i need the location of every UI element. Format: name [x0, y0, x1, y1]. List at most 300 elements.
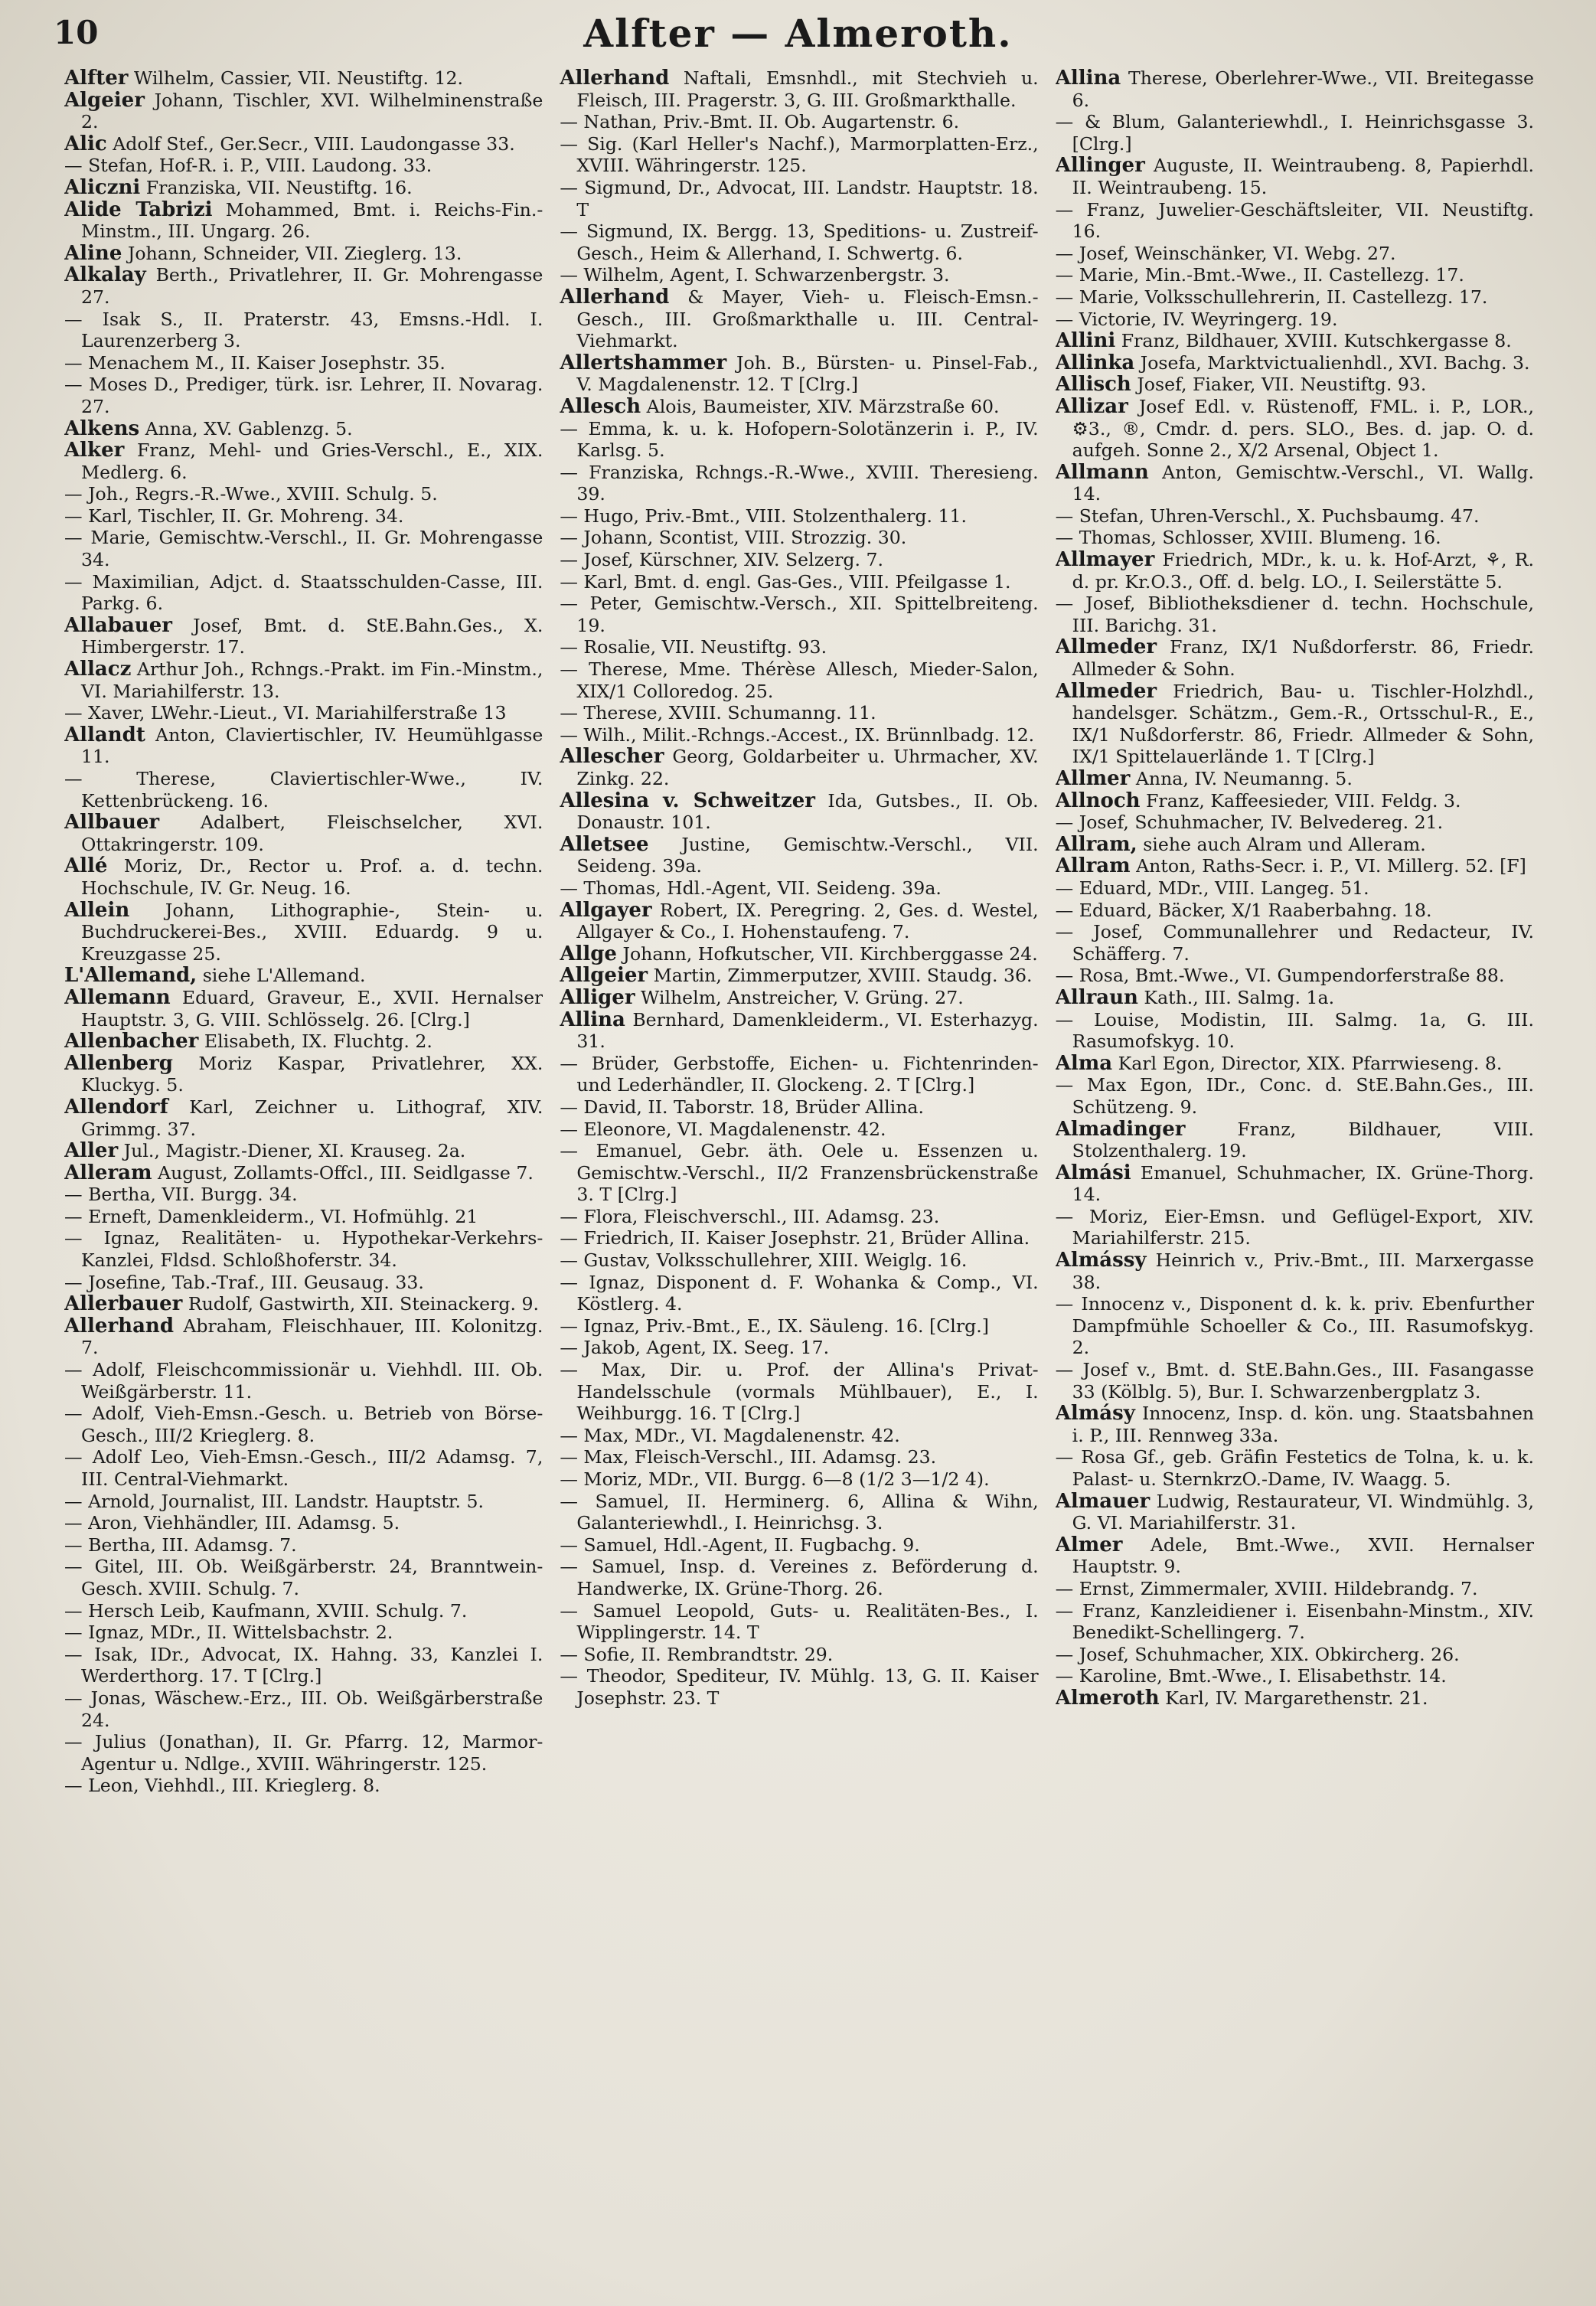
- entry-text: — Bertha, III. Adamsg. 7.: [64, 1534, 297, 1556]
- entry-text: — Emma, k. u. k. Hofopern-Solotänzerin i. P., IV. Karlsg. 5.: [560, 417, 1039, 462]
- entry-text: — Max, Fleisch-Verschl., III. Adamsg. 23.: [560, 1446, 937, 1468]
- entry-text: Georg, Goldarbeiter u. Uhrmacher, XV. Zinkg. 22.: [576, 746, 1039, 789]
- entry-text: Eduard, Graveur, E., XVII. Hernalser Hauptstr. 3, G. VIII. Schlösselg. 26. [Clrg.]: [81, 986, 543, 1031]
- entry-surname: Allmer: [1055, 767, 1131, 790]
- entry-text: — Brüder, Gerbstoffe, Eichen- u. Fichtenrinden- und Lederhändler, II. Glockeng. 2. T [Clrg.]: [560, 1052, 1039, 1096]
- directory-entry: [64, 1622, 543, 1644]
- directory-entry: [64, 1491, 543, 1513]
- directory-entry: [1056, 1009, 1534, 1053]
- directory-entry: [64, 1053, 543, 1096]
- entry-text: Arthur Joh., Rchngs.-Prakt. im Fin.-Minstm., VI. Mariahilferstr. 13.: [81, 658, 543, 702]
- entry-text: Johann, Lithographie-, Stein- u. Buchdruckerei-Bes., XVIII. Eduardg. 9 u. Kreuzgasse 25.: [81, 899, 543, 965]
- entry-surname: Allram,: [1055, 832, 1137, 856]
- directory-entry: [1056, 462, 1534, 505]
- entry-text: — Ignaz, Realitäten- u. Hypothekar-Verkehrs-Kanzlei, Fldsd. Schloßhoferstr. 34.: [64, 1227, 543, 1272]
- directory-entry: [1056, 1687, 1534, 1710]
- directory-entry: [1056, 67, 1534, 111]
- directory-entry: [560, 67, 1038, 111]
- entry-surname: Alide Tabrizi: [64, 198, 213, 221]
- entry-surname: Allini: [1055, 329, 1116, 353]
- directory-entry: [560, 1315, 1038, 1338]
- entry-text: Anna, IV. Neumanng. 5.: [1130, 768, 1353, 789]
- entry-surname: Alliger: [560, 985, 635, 1009]
- entry-surname: Allenberg: [64, 1051, 173, 1075]
- directory-entry: [64, 1446, 543, 1490]
- entry-text: — Josef v., Bmt. d. StE.Bahn.Ges., III. Fasangasse 33 (Kölblg. 5), Bur. I. Schwarzenbergplatz 3.: [1055, 1359, 1534, 1403]
- directory-entry: [560, 658, 1038, 702]
- entry-text: Wilhelm, Anstreicher, V. Grüng. 27.: [635, 986, 964, 1008]
- entry-text: Justine, Gemischtw.-Verschl., VII. Seideng. 39a.: [576, 833, 1039, 877]
- directory-entry: [64, 615, 543, 658]
- entry-text: — Flora, Fleischverschl., III. Adamsg. 23.: [560, 1205, 940, 1227]
- entry-text: Adolf Stef., Ger.Secr., VIII. Laudongasse 33.: [106, 132, 515, 155]
- entry-text: Friedrich, MDr., k. u. k. Hof-Arzt, ⚘, R. d. pr. Kr.O.3., Off. d. belg. LO., I. Seilerstätte 5.: [1072, 549, 1534, 593]
- directory-entry: [1056, 1293, 1534, 1359]
- entry-text: Mohammed, Bmt. i. Reichs-Fin.-Minstm., III. Ungarg. 26.: [81, 198, 543, 243]
- entry-surname: Allinka: [1055, 351, 1135, 374]
- directory-entry: [1056, 243, 1534, 265]
- entry-surname: Almer: [1055, 1533, 1123, 1556]
- entry-text: — Karoline, Bmt.-Wwe., I. Elisabethstr. 14.: [1055, 1665, 1447, 1687]
- entry-text: — Therese, Mme. Thérèse Allesch, Mieder-Salon, XIX/1 Colloredog. 25.: [560, 658, 1039, 702]
- entry-text: — Innocenz v., Disponent d. k. k. priv. Ebenfurther Dampfmühle Schoeller & Co., III. Rasumofskyg. 2.: [1055, 1293, 1534, 1359]
- entry-text: — Karl, Tischler, II. Gr. Mohreng. 34.: [64, 505, 404, 527]
- entry-text: — Ignaz, Priv.-Bmt., E., IX. Säuleng. 16. [Clrg.]: [560, 1315, 989, 1337]
- column-2: [560, 67, 1038, 2288]
- directory-entry: [64, 1293, 543, 1315]
- entry-text: — Moriz, MDr., VII. Burgg. 6—8 (1/2 3—1/2 4).: [560, 1468, 990, 1490]
- entry-surname: Allizar: [1055, 394, 1128, 418]
- entry-text: — Louise, Modistin, III. Salmg. 1a, G. III. Rasumofskyg. 10.: [1055, 1008, 1534, 1053]
- entry-text: Anna, XV. Gablenzg. 5.: [139, 417, 353, 439]
- directory-entry: [64, 133, 543, 155]
- directory-entry: [64, 724, 543, 768]
- entry-text: Wilhelm, Cassier, VII. Neustiftg. 12.: [128, 67, 463, 89]
- directory-entry: [560, 1272, 1038, 1315]
- entry-text: — Isak S., II. Praterstr. 43, Emsns.-Hdl. I. Laurenzerberg 3.: [64, 308, 543, 352]
- entry-surname: Almásy: [1055, 1402, 1135, 1426]
- entry-surname: Allandt: [64, 723, 145, 746]
- entry-text: Innocenz, Insp. d. kön. ung. Staatsbahnen i. P., III. Rennweg 33a.: [1072, 1403, 1534, 1446]
- directory-entry: [64, 1162, 543, 1184]
- directory-entry: [1056, 1600, 1534, 1644]
- directory-entry: [64, 900, 543, 965]
- directory-entry: [560, 1009, 1038, 1053]
- directory-entry: [64, 90, 543, 133]
- entry-text: — Josef, Bibliotheksdiener d. techn. Hochschule, III. Barichg. 31.: [1055, 593, 1534, 636]
- directory-entry: [1056, 834, 1534, 856]
- entry-text: Karl, IV. Margarethenstr. 21.: [1159, 1687, 1428, 1709]
- directory-entry: [64, 1096, 543, 1140]
- entry-text: — Marie, Min.-Bmt.-Wwe., II. Castellezg. 17.: [1055, 264, 1464, 286]
- directory-entry: [64, 1031, 543, 1053]
- entry-text: Jul., Magistr.-Diener, XI. Krauseg. 2a.: [118, 1140, 466, 1162]
- directory-entry: [560, 396, 1038, 418]
- directory-entry: [560, 1249, 1038, 1272]
- directory-entry: [64, 1227, 543, 1271]
- entry-surname: Allerhand: [560, 67, 670, 90]
- entry-text: — Aron, Viehhändler, III. Adamsg. 5.: [64, 1512, 400, 1534]
- directory-entry: [560, 1665, 1038, 1709]
- entry-columns: [64, 67, 1534, 2288]
- directory-entry: [560, 177, 1038, 220]
- entry-surname: Allina: [560, 1008, 625, 1031]
- directory-entry: [1056, 374, 1534, 396]
- entry-surname: Allabauer: [64, 613, 172, 637]
- entry-text: Josefa, Marktvictualienhdl., XVI. Bachg. 3.: [1134, 351, 1530, 374]
- entry-text: — Joh., Regrs.-R.-Wwe., XVIII. Schulg. 5.: [64, 483, 438, 505]
- entry-text: — Rosa Gf., geb. Gräfin Festetics de Tolna, k. u. k. Palast- u. SternkrzO.-Dame, IV. Waagg. 5.: [1055, 1446, 1534, 1490]
- directory-entry: [1056, 987, 1534, 1009]
- entry-text: — Johann, Scontist, VIII. Strozzig. 30.: [560, 527, 907, 549]
- entry-text: — Gitel, III. Ob. Weißgärberstr. 24, Branntwein-Gesch. XVIII. Schulg. 7.: [64, 1556, 543, 1599]
- entry-text: Josef Edl. v. Rüstenoff, FML. i. P., LOR., ⚙3., ®, Cmdr. d. pers. SLO., Bes. d. jap. O. d. aufgeh. Sonne 2., X/2 Arsenal, Object 1.: [1072, 395, 1534, 462]
- entry-text: — Arnold, Journalist, III. Landstr. Hauptstr. 5.: [64, 1490, 485, 1512]
- entry-surname: Algeier: [64, 88, 145, 112]
- entry-surname: Allge: [560, 942, 617, 965]
- directory-entry: [1056, 1446, 1534, 1490]
- entry-text: Alois, Baumeister, XIV. Märzstraße 60.: [641, 395, 1000, 417]
- entry-text: & Mayer, Vieh- u. Fleisch-Emsn.-Gesch., III. Großmarkthalle u. III. Central-Viehmarkt.: [576, 286, 1039, 352]
- directory-entry: [1056, 352, 1534, 374]
- entry-surname: Allacz: [64, 658, 132, 681]
- entry-text: — Xaver, LWehr.-Lieut., VI. Mariahilferstraße 13: [64, 702, 507, 724]
- directory-entry: [64, 1315, 543, 1359]
- entry-text: — Marie, Gemischtw.-Verschl., II. Gr. Mohrengasse 34.: [64, 527, 543, 571]
- directory-entry: [1056, 549, 1534, 593]
- directory-entry: [1056, 636, 1534, 680]
- directory-entry: [1056, 855, 1534, 877]
- entry-text: — Wilh., Milit.-Rchngs.-Accest., IX. Brünnlbadg. 12.: [560, 723, 1035, 746]
- directory-entry: [64, 1687, 543, 1731]
- directory-entry: [1056, 877, 1534, 900]
- directory-entry: [560, 1337, 1038, 1359]
- entry-text: — Max, Dir. u. Prof. der Allina's Privat-Handelsschule (vormals Mühlbauer), E., I. Weihburgg. 16. T [Clrg.]: [560, 1359, 1039, 1425]
- entry-text: Adalbert, Fleischselcher, XVI. Ottakringerstr. 109.: [81, 812, 543, 855]
- directory-entry: [1056, 505, 1534, 528]
- directory-entry: [64, 67, 543, 90]
- entry-text: — Eduard, Bäcker, X/1 Raaberbahng. 18.: [1055, 899, 1432, 921]
- directory-entry: [1056, 1534, 1534, 1578]
- entry-surname: Alfter: [64, 67, 129, 90]
- directory-entry: [1056, 1403, 1534, 1446]
- directory-entry: [560, 965, 1038, 987]
- entry-surname: Aline: [64, 241, 122, 265]
- directory-entry: [64, 1556, 543, 1599]
- entry-text: — Sigmund, IX. Bergg. 13, Speditions- u. Zustreif-Gesch., Heim & Allerhand, I. Schwertg. 6.: [560, 220, 1039, 264]
- directory-entry: [64, 309, 543, 352]
- entry-text: Josef, Bmt. d. StE.Bahn.Ges., X. Himbergerstr. 17.: [81, 614, 543, 658]
- directory-entry: [560, 724, 1038, 746]
- entry-text: — Friedrich, II. Kaiser Josephstr. 21, Brüder Allina.: [560, 1227, 1030, 1249]
- entry-text: — Nathan, Priv.-Bmt. II. Ob. Augartenstr. 6.: [560, 111, 960, 133]
- entry-text: — Ignaz, Disponent d. F. Wohanka & Comp., VI. Köstlerg. 4.: [560, 1271, 1039, 1315]
- entry-surname: Allmann: [1055, 460, 1149, 484]
- directory-entry: [560, 220, 1038, 264]
- directory-entry: [1056, 264, 1534, 286]
- directory-entry: [560, 790, 1038, 834]
- entry-text: Berth., Privatlehrer, II. Gr. Mohrengasse 27.: [81, 264, 543, 308]
- directory-entry: [560, 943, 1038, 965]
- entry-text: — David, II. Taborstr. 18, Brüder Allina.: [560, 1096, 924, 1118]
- directory-entry: [560, 1096, 1038, 1119]
- entry-text: Ida, Gutsbes., II. Ob. Donaustr. 101.: [576, 789, 1039, 834]
- directory-entry: [1056, 527, 1534, 549]
- entry-surname: Allmeder: [1055, 679, 1157, 703]
- entry-text: — Isak, IDr., Advocat, IX. Hahng. 33, Kanzlei I. Werderthorg. 17. T [Clrg.]: [64, 1643, 543, 1687]
- directory-entry: [560, 1359, 1038, 1425]
- directory-entry: [64, 1534, 543, 1556]
- entry-text: — Eleonore, VI. Magdalenenstr. 42.: [560, 1118, 886, 1140]
- directory-entry: [64, 1359, 543, 1403]
- entry-text: Karl Egon, Director, XIX. Pfarrwieseng. 8.: [1112, 1052, 1503, 1074]
- column-1: [64, 67, 543, 2288]
- directory-entry: [64, 177, 543, 199]
- entry-text: — Josef, Communallehrer und Redacteur, IV. Schäfferg. 7.: [1055, 921, 1534, 965]
- entry-text: — Franz, Juwelier-Geschäftsleiter, VII. Neustiftg. 16.: [1055, 198, 1534, 243]
- entry-text: — Franziska, Rchngs.-R.-Wwe., XVIII. Theresieng. 39.: [560, 461, 1039, 505]
- entry-surname: Alic: [64, 132, 107, 155]
- directory-entry: [1056, 812, 1534, 834]
- directory-entry: [64, 1403, 543, 1446]
- entry-surname: Almási: [1055, 1161, 1131, 1184]
- entry-text: — Franz, Kanzleidiener i. Eisenbahn-Minstm., XIV. Benedikt-Schellingerg. 7.: [1055, 1599, 1534, 1644]
- entry-surname: Aller: [64, 1139, 119, 1163]
- directory-entry: [560, 1468, 1038, 1491]
- entry-text: — Stefan, Hof-R. i. P., VIII. Laudong. 33.: [64, 155, 432, 177]
- directory-entry: [64, 1512, 543, 1534]
- entry-text: Bernhard, Damenkleiderm., VI. Esterhazyg. 31.: [576, 1008, 1039, 1053]
- entry-surname: L'Allemand,: [64, 964, 197, 988]
- entry-text: — Thomas, Schlosser, XVIII. Blumeng. 16.: [1055, 527, 1441, 549]
- directory-entry: [64, 505, 543, 528]
- directory-entry: [64, 1731, 543, 1775]
- entry-text: — Jakob, Agent, IX. Seeg. 17.: [560, 1337, 830, 1359]
- column-3: [1056, 67, 1534, 2288]
- entry-surname: Allgeier: [560, 964, 648, 988]
- directory-entry: [64, 439, 543, 483]
- entry-text: — Rosa, Bmt.-Wwe., VI. Gumpendorferstraße 88.: [1055, 965, 1505, 987]
- entry-surname: Almeroth: [1055, 1686, 1160, 1710]
- entry-text: — Erneft, Damenkleiderm., VI. Hofmühlg. 21: [64, 1205, 478, 1227]
- directory-entry: [560, 1556, 1038, 1599]
- directory-entry: [1056, 199, 1534, 243]
- entry-surname: Allertshammer: [560, 351, 727, 374]
- entry-text: — Emanuel, Gebr. äth. Oele u. Essenzen u. Gemischtw.-Verschl., II/2 Franzensbrückenstraße 3. T [Clrg.]: [560, 1140, 1039, 1206]
- directory-entry: [1056, 1053, 1534, 1075]
- directory-entry: [64, 374, 543, 417]
- entry-surname: Allesina v. Schweitzer: [560, 789, 815, 812]
- entry-text: — Menachem M., II. Kaiser Josephstr. 35.: [64, 351, 446, 374]
- entry-text: — Ernst, Zimmermaler, XVIII. Hildebrandg. 7.: [1055, 1577, 1478, 1599]
- directory-entry: [1056, 309, 1534, 331]
- directory-entry: [560, 1425, 1038, 1447]
- entry-surname: Allinger: [1055, 154, 1145, 178]
- entry-surname: Allé: [64, 854, 108, 878]
- entry-text: Anton, Raths-Secr. i. P., VI. Millerg. 52. [F]: [1130, 855, 1526, 877]
- entry-text: Emanuel, Schuhmacher, IX. Grüne-Thorg. 14.: [1072, 1161, 1534, 1206]
- directory-entry: [560, 1446, 1038, 1468]
- entry-text: — Adolf Leo, Vieh-Emsn.-Gesch., III/2 Adamsg. 7, III. Central-Viehmarkt.: [64, 1446, 543, 1490]
- entry-surname: Allmayer: [1055, 548, 1155, 572]
- directory-entry: [560, 111, 1038, 133]
- entry-text: — Bertha, VII. Burgg. 34.: [64, 1184, 298, 1206]
- directory-entry: [560, 593, 1038, 636]
- entry-surname: Alkens: [64, 416, 140, 440]
- directory-entry: [64, 702, 543, 724]
- directory-entry: [560, 987, 1038, 1009]
- directory-entry: [1056, 396, 1534, 462]
- entry-text: — Jonas, Wäschew.-Erz., III. Ob. Weißgärberstraße 24.: [64, 1687, 543, 1731]
- entry-text: Franz, Bildhauer, XVIII. Kutschkergasse 8.: [1115, 330, 1512, 352]
- entry-text: Franz, IX/1 Nußdorferstr. 86, Friedr. Allmeder & Sohn.: [1072, 636, 1534, 681]
- entry-surname: Allescher: [560, 745, 664, 769]
- directory-entry: [1056, 111, 1534, 155]
- entry-surname: Allraun: [1055, 985, 1138, 1009]
- entry-text: — Eduard, MDr., VIII. Langeg. 51.: [1055, 877, 1369, 899]
- directory-entry: [64, 1644, 543, 1687]
- entry-text: — Peter, Gemischtw.-Versch., XII. Spittelbreiteng. 19.: [560, 593, 1039, 636]
- entry-surname: Allmeder: [1055, 635, 1157, 659]
- entry-text: — Therese, XVIII. Schumanng. 11.: [560, 702, 876, 724]
- entry-text: — Adolf, Fleischcommissionär u. Viehhdl. III. Ob. Weißgärberstr. 11.: [64, 1359, 543, 1403]
- directory-entry: [560, 1119, 1038, 1141]
- entry-surname: Allein: [64, 898, 130, 922]
- entry-surname: Alleram: [64, 1161, 152, 1184]
- entry-surname: Allnoch: [1055, 789, 1141, 812]
- entry-surname: Allerbauer: [64, 1292, 183, 1316]
- entry-text: — Moriz, Eier-Emsn. und Geflügel-Export, XIV. Mariahilferstr. 215.: [1055, 1205, 1534, 1249]
- directory-entry: [560, 877, 1038, 900]
- entry-surname: Alker: [64, 439, 125, 462]
- directory-entry: [64, 1184, 543, 1206]
- entry-surname: Allemann: [64, 985, 171, 1009]
- directory-entry: [1056, 593, 1534, 636]
- directory-entry: [64, 418, 543, 440]
- entry-surname: Allerhand: [560, 285, 670, 309]
- entry-text: — Samuel, Insp. d. Vereines z. Beförderung d. Handwerke, IX. Grüne-Thorg. 26.: [560, 1556, 1039, 1599]
- entry-text: — Ignaz, MDr., II. Wittelsbachstr. 2.: [64, 1622, 393, 1644]
- directory-entry: [560, 1491, 1038, 1534]
- entry-text: Moriz, Dr., Rector u. Prof. a. d. techn. Hochschule, IV. Gr. Neug. 16.: [81, 855, 543, 899]
- directory-entry: [1056, 155, 1534, 198]
- entry-text: Kath., III. Salmg. 1a.: [1137, 986, 1335, 1008]
- entry-text: Franz, Kaffeesieder, VIII. Feldg. 3.: [1140, 789, 1461, 812]
- directory-entry: [64, 1206, 543, 1228]
- page-number: 10: [54, 14, 99, 51]
- entry-text: — Josef, Schuhmacher, IV. Belvedereg. 21.: [1055, 812, 1444, 834]
- entry-surname: Aliczni: [64, 175, 141, 199]
- entry-text: Moriz Kaspar, Privatlehrer, XX. Kluckyg. 5.: [81, 1052, 543, 1096]
- directory-entry: [560, 1140, 1038, 1206]
- directory-entry: [64, 1775, 543, 1797]
- directory-entry: [560, 900, 1038, 943]
- directory-entry: [1056, 1074, 1534, 1118]
- entry-text: — Stefan, Uhren-Verschl., X. Puchsbaumg. 47.: [1055, 505, 1480, 527]
- entry-text: — Samuel Leopold, Guts- u. Realitäten-Bes., I. Wipplingerstr. 14. T: [560, 1599, 1039, 1644]
- directory-entry: [1056, 921, 1534, 965]
- directory-entry: [64, 855, 543, 899]
- directory-entry: [64, 352, 543, 374]
- directory-entry: [64, 527, 543, 570]
- entry-text: Ludwig, Restaurateur, VI. Windmühlg. 3, G. VI. Mariahilferstr. 31.: [1072, 1490, 1534, 1534]
- directory-entry: [560, 746, 1038, 789]
- entry-text: — Maximilian, Adjct. d. Staatsschulden-Casse, III. Parkg. 6.: [64, 570, 543, 615]
- entry-text: Johann, Tischler, XVI. Wilhelminenstraße 2.: [81, 89, 543, 133]
- directory-entry: [560, 1644, 1038, 1666]
- directory-entry: [560, 834, 1038, 877]
- entry-text: — Sigmund, Dr., Advocat, III. Landstr. Hauptstr. 18. T: [560, 176, 1039, 220]
- entry-text: Rudolf, Gastwirth, XII. Steinackerg. 9.: [182, 1293, 539, 1315]
- directory-entry: [560, 1600, 1038, 1644]
- directory-entry: [1056, 1162, 1534, 1206]
- entry-text: — & Blum, Galanteriewhdl., I. Heinrichsgasse 3. [Clrg.]: [1055, 111, 1534, 155]
- entry-text: — Max Egon, IDr., Conc. d. StE.Bahn.Ges., III. Schützeng. 9.: [1055, 1074, 1534, 1118]
- directory-entry: [560, 352, 1038, 396]
- directory-entry: [1056, 1249, 1534, 1293]
- entry-text: — Josefine, Tab.-Traf., III. Geusaug. 33.: [64, 1271, 424, 1293]
- directory-entry: [560, 549, 1038, 571]
- entry-text: Josef, Fiaker, VII. Neustiftg. 93.: [1131, 374, 1427, 396]
- entry-text: Franziska, VII. Neustiftg. 16.: [140, 176, 413, 198]
- directory-entry: [1056, 1644, 1534, 1666]
- entry-text: — Karl, Bmt. d. engl. Gas-Ges., VIII. Pfeilgasse 1.: [560, 570, 1011, 593]
- directory-entry: [64, 199, 543, 243]
- entry-surname: Allina: [1055, 67, 1121, 90]
- entry-text: — Hugo, Priv.-Bmt., VIII. Stolzenthalerg. 11.: [560, 505, 968, 527]
- directory-entry: [560, 527, 1038, 549]
- entry-surname: Almássy: [1055, 1249, 1147, 1272]
- directory-entry: [560, 1053, 1038, 1096]
- directory-entry: [560, 636, 1038, 658]
- directory-entry: [560, 418, 1038, 462]
- entry-text: — Leon, Viehhdl., III. Krieglerg. 8.: [64, 1775, 380, 1797]
- entry-text: Johann, Hofkutscher, VII. Kirchberggasse 24.: [616, 942, 1038, 965]
- directory-entry: [1056, 1491, 1534, 1534]
- entry-surname: Allenbacher: [64, 1030, 199, 1053]
- directory-entry: [560, 1227, 1038, 1249]
- directory-entry: [560, 505, 1038, 528]
- directory-entry: [1056, 900, 1534, 922]
- entry-text: — Therese, Claviertischler-Wwe., IV. Kettenbrückeng. 16.: [64, 768, 543, 812]
- directory-entry: [64, 155, 543, 177]
- entry-text: — Wilhelm, Agent, I. Schwarzenbergstr. 3.: [560, 264, 950, 286]
- entry-surname: Alkalay: [64, 263, 146, 287]
- directory-entry: [560, 462, 1038, 505]
- entry-surname: Alma: [1055, 1051, 1113, 1075]
- directory-entry: [64, 264, 543, 308]
- directory-entry: [1056, 1206, 1534, 1249]
- directory-entry: [64, 571, 543, 615]
- entry-text: Therese, Oberlehrer-Wwe., VII. Breitegasse 6.: [1072, 67, 1534, 111]
- directory-entry: [64, 1600, 543, 1622]
- entry-text: — Gustav, Volksschullehrer, XIII. Weiglg. 16.: [560, 1249, 968, 1272]
- entry-text: Adele, Bmt.-Wwe., XVII. Hernalser Hauptstr. 9.: [1072, 1534, 1534, 1578]
- entry-text: Auguste, II. Weintraubeng. 8, Papierhdl. II. Weintraubeng. 15.: [1072, 155, 1534, 198]
- entry-text: Karl, Zeichner u. Lithograf, XIV. Grimmg. 37.: [81, 1096, 543, 1140]
- entry-surname: Almadinger: [1055, 1117, 1186, 1141]
- directory-entry: [560, 1534, 1038, 1556]
- entry-text: Franz, Mehl- und Gries-Verschl., E., XIX. Medlerg. 6.: [81, 439, 543, 483]
- entry-surname: Allerhand: [64, 1314, 174, 1338]
- directory-entry: [64, 483, 543, 505]
- entry-text: — Adolf, Vieh-Emsn.-Gesch. u. Betrieb von Börse-Gesch., III/2 Krieglerg. 8.: [64, 1403, 543, 1446]
- entry-text: — Rosalie, VII. Neustiftg. 93.: [560, 636, 827, 658]
- directory-entry: [560, 286, 1038, 352]
- entry-text: Franz, Bildhauer, VIII. Stolzenthalerg. 19.: [1072, 1118, 1534, 1162]
- directory-entry: [560, 702, 1038, 724]
- directory-entry: [64, 1272, 543, 1294]
